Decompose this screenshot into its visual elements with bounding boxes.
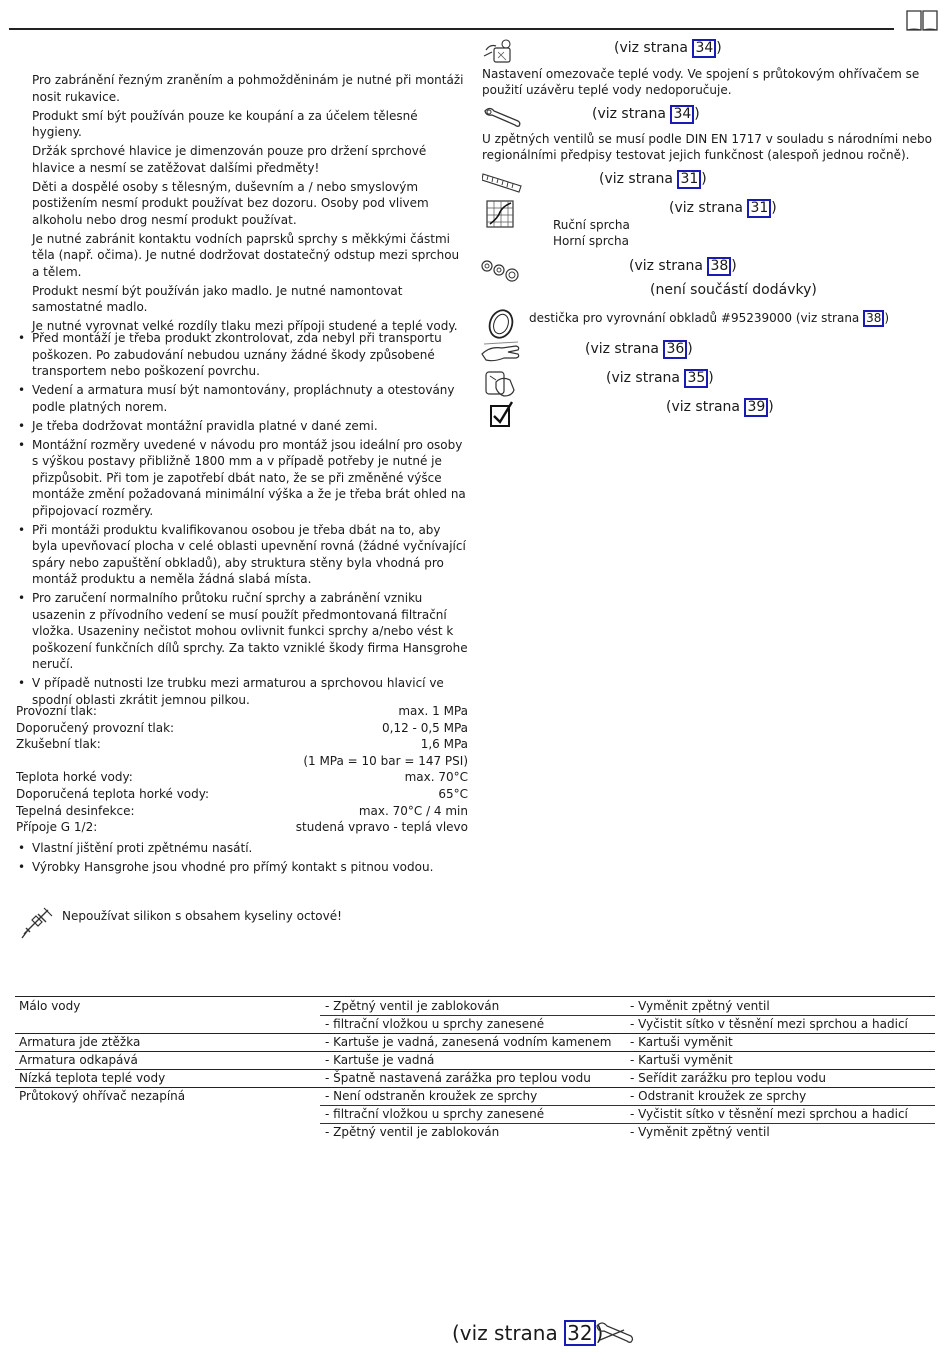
remedy-cell: - Vyměnit zpětný ventil — [630, 999, 770, 1013]
page-reference[interactable] — [669, 199, 777, 218]
book-icon — [906, 8, 938, 32]
spec-row — [16, 786, 468, 803]
spec-value: 0,12 - 0,5 MPa — [382, 720, 468, 735]
header-rule — [9, 28, 894, 30]
spec-label: Tepelná desinfekce: — [16, 803, 135, 818]
not-included-note: (není součástí dodávky) — [650, 282, 817, 298]
remedy-cell: - Odstranit kroužek ze sprchy — [630, 1089, 807, 1103]
group-divider — [15, 1033, 935, 1034]
safety-note: Děti a dospělé osoby s tělesným, duševním a / nebo smyslovým postižením nesmí produkt používat bez dozoru. Osoby pod vlivem alkoholu nebo drog nesmí produkt používat. — [32, 179, 429, 227]
ref-suffix: ) — [716, 40, 722, 56]
remedy-cell: - Vyměnit zpětný ventil — [630, 1125, 770, 1139]
table-row — [15, 1033, 935, 1051]
remedy-cell: - Kartuši vyměnit — [630, 1053, 733, 1067]
silicone-warning-text: Nepoužívat silikon s obsahem kyseliny octové! — [62, 909, 342, 923]
ref-prefix: (viz strana — [592, 106, 671, 122]
spec-value: studená vpravo - teplá vlevo — [295, 820, 468, 835]
mounting-note: • Vedení a armatura musí být namontovány, propláchnuty a otestovány podle platných norem. — [16, 382, 468, 415]
ref-prefix: (viz strana — [614, 40, 693, 56]
group-divider — [15, 1087, 935, 1088]
page-reference[interactable] — [606, 369, 714, 388]
spec-value: 65°C — [438, 786, 468, 801]
mounting-note: • Před montáží je třeba produkt zkontrolovat, zda nebyl při transportu poškozen. Po zabudování nebudou uznány žádné škody způsobené transportem nebo poškození povrchu. — [16, 330, 468, 380]
table-row — [15, 1015, 935, 1033]
safety-notes — [16, 72, 468, 337]
safety-note: Produkt nesmí být používán jako madlo. Je nutné namontovat samostatné madlo. — [32, 283, 403, 314]
spec-label: Přípoje G 1/2: — [16, 820, 98, 835]
tile-plate-icon — [486, 308, 516, 340]
row-divider — [320, 1015, 935, 1016]
page-number[interactable]: 31 — [677, 170, 701, 189]
ref-suffix: ) — [694, 106, 700, 122]
table-row — [15, 997, 935, 1015]
tile-plate-text: destička pro vyrovnání obkladů #95239000 (viz strana — [529, 311, 864, 325]
fault-cell: Armatura odkapává — [19, 1053, 138, 1067]
cause-cell: - filtrační vložkou u sprchy zanesené — [325, 1107, 545, 1121]
page-number[interactable]: 39 — [744, 398, 768, 417]
spec-row — [16, 753, 468, 770]
page-reference[interactable] — [599, 170, 707, 189]
row-divider — [320, 1105, 935, 1106]
table-row — [15, 1105, 935, 1123]
ref-prefix: (viz strana — [452, 1321, 565, 1345]
cause-cell: - Zpětný ventil je zablokován — [325, 999, 500, 1013]
spec-row — [16, 803, 468, 820]
fault-cell: Nízká teplota teplé vody — [19, 1071, 166, 1085]
page-reference[interactable] — [585, 340, 693, 359]
remedy-cell: - Vyčistit sítko v těsnění mezi sprchou a hadicí — [630, 1017, 908, 1031]
spec-note: • Vlastní jištění proti zpětnému nasátí. — [16, 840, 468, 857]
table-row — [15, 1123, 935, 1141]
cause-cell: - Špatně nastavená zarážka pro teplou vodu — [325, 1071, 591, 1085]
fault-cell: Málo vody — [19, 999, 81, 1013]
spec-row — [16, 720, 468, 737]
page-number[interactable]: 32 — [564, 1320, 595, 1346]
safety-note: Pro zabránění řezným zraněním a pohmožděninám je nutné při montáži nosit rukavice. — [32, 73, 464, 104]
row-divider — [320, 1123, 935, 1124]
remedy-cell: - Seřídit zarážku pro teplou vodu — [630, 1071, 827, 1085]
spec-value: max. 1 MPa — [398, 704, 468, 718]
technical-data — [16, 703, 468, 836]
safety-note: Je nutné zabránit kontaktu vodních paprsků sprchy s měkkými částmi těla (např. očima). Je nutné dodržovat dostatečný odstup mezi sprchou a tělem. — [32, 231, 460, 279]
spec-note: • Výrobky Hansgrohe jsou vhodné pro přímý kontakt s pitnou vodou. — [16, 859, 468, 876]
checkbox-icon — [490, 400, 514, 428]
reference-column — [480, 36, 935, 436]
mounting-note: • Je třeba dodržovat montážní pravidla platné v dané zemi. — [16, 418, 468, 435]
wrench-icon — [594, 1320, 634, 1346]
page-reference[interactable] — [529, 310, 889, 327]
page-number[interactable]: 38 — [863, 310, 884, 327]
ref-suffix: ) — [771, 200, 777, 216]
cause-cell: - Kartuše je vadná — [325, 1053, 435, 1067]
table-row — [15, 1051, 935, 1069]
page-number[interactable]: 36 — [663, 340, 687, 359]
silicone-gun-icon — [18, 904, 54, 940]
ref-prefix: (viz strana — [669, 200, 748, 216]
page-number[interactable]: 38 — [707, 257, 731, 276]
page-number[interactable]: 34 — [670, 105, 694, 124]
ref-prefix: (viz strana — [585, 341, 664, 357]
table-row — [15, 1087, 935, 1105]
ref-prefix: (viz strana — [599, 171, 678, 187]
spec-value: (1 MPa = 10 bar = 147 PSI) — [303, 753, 468, 768]
page-reference[interactable] — [592, 105, 700, 124]
temperature-limiter-icon — [482, 38, 516, 68]
mounting-note: • V případě nutnosti lze trubku mezi armaturou a sprchovou hlavicí ve spodní oblasti zkrátit jemnou pilkou. — [16, 675, 468, 708]
spec-row — [16, 703, 468, 720]
troubleshooting-table — [15, 996, 935, 1141]
spec-value: max. 70°C / 4 min — [358, 803, 468, 818]
mounting-note: • Montážní rozměry uvedené v návodu pro montáž jsou ideální pro osoby s výškou postavy přibližně 1800 mm a v případě potřeby je nutné je přizpůsobit. Při tom je zapotřebí dbát nato, že se při změněné výšce montáže změní požadovaná minimální výška a že je třeba brát ohled na připojovací rozměry. — [16, 437, 468, 520]
bottom-page-reference[interactable] — [452, 1320, 603, 1346]
dimension-diagram-icon — [486, 200, 514, 228]
page-reference[interactable] — [614, 39, 722, 58]
group-divider — [15, 1051, 935, 1052]
cause-cell: - filtrační vložkou u sprchy zanesené — [325, 1017, 545, 1031]
page-number[interactable]: 35 — [684, 369, 708, 388]
spec-label: Teplota horké vody: — [16, 770, 133, 785]
safety-note: Držák sprchové hlavice je dimenzován pouze pro držení sprchové hlavice a nesmí se zatěžovat dalšími předměty! — [32, 144, 427, 175]
table-row — [15, 1069, 935, 1087]
safety-note: Je nutné vyrovnat velké rozdíly tlaku mezi přípoji studené a teplé vody. — [32, 319, 458, 333]
spec-row — [16, 736, 468, 753]
info-text: Nastavení omezovače teplé vody. Ve spojení s průtokovým ohřívačem se použití uzávěru teplé vody nedoporučuje. — [482, 67, 920, 97]
ref-prefix: (viz strana — [606, 370, 685, 386]
spec-row — [16, 769, 468, 786]
spec-value: max. 70°C — [404, 770, 468, 785]
fault-cell: Průtokový ohřívač nezapíná — [19, 1089, 186, 1103]
operation-icon — [484, 368, 516, 398]
ref-suffix: ) — [595, 1321, 604, 1345]
spec-notes — [16, 840, 468, 878]
ref-prefix: (viz strana — [666, 399, 745, 415]
cause-cell: - Zpětný ventil je zablokován — [325, 1125, 500, 1139]
ref-suffix: ) — [708, 370, 714, 386]
info-text: U zpětných ventilů se musí podle DIN EN 1717 v souladu s národními nebo regionálními předpisy testovat jejich funkčnost (alespoň jednou ročně). — [482, 132, 932, 162]
ref-suffix: ) — [768, 399, 774, 415]
spec-row — [16, 819, 468, 836]
overhead-shower-label: Horní sprcha — [553, 234, 629, 248]
ref-suffix: ) — [884, 311, 890, 325]
ref-suffix: ) — [731, 258, 737, 274]
spec-label: Provozní tlak: — [16, 704, 97, 718]
ruler-icon — [482, 172, 522, 194]
wrench-icon — [482, 106, 522, 128]
mounting-notes — [16, 330, 468, 711]
spec-label: Doporučený provozní tlak: — [16, 720, 175, 735]
silicone-warning — [18, 904, 468, 944]
fault-cell: Armatura jde ztěžka — [19, 1035, 141, 1049]
remedy-cell: - Vyčistit sítko v těsnění mezi sprchou a hadicí — [630, 1107, 908, 1121]
spec-value: 1,6 MPa — [420, 737, 468, 752]
page-number[interactable]: 34 — [692, 39, 716, 58]
remedy-cell: - Kartuši vyměnit — [630, 1035, 733, 1049]
page-number[interactable]: 31 — [747, 199, 771, 218]
cause-cell: - Není odstraněn kroužek ze sprchy — [325, 1089, 538, 1103]
fittings-icon — [480, 258, 522, 286]
safety-note: Produkt smí být používán pouze ke koupání a za účelem tělesné hygieny. — [32, 108, 418, 139]
page-reference[interactable] — [666, 398, 774, 417]
spec-label: Doporučená teplota horké vody: — [16, 786, 210, 801]
group-divider — [15, 1069, 935, 1070]
ref-suffix: ) — [687, 341, 693, 357]
cause-cell: - Kartuše je vadná, zanesená vodním kamenem — [325, 1035, 612, 1049]
page-reference[interactable] — [629, 257, 737, 276]
ref-suffix: ) — [701, 171, 707, 187]
mounting-note: • Pro zaručení normalního průtoku ruční sprchy a zabránění vzniku usazenin z přívodního vedení se musí použít předmontovaná filtrační vložka. Usazeniny nečistot mohou ovlivnit funkci sprchy a/nebo vést k poškození funkčních dílů sprchy. Za takto vzniklé škody firma Hansgrohe neručí. — [16, 590, 468, 673]
hand-icon — [480, 338, 522, 366]
spec-label: Zkušební tlak: — [16, 737, 101, 752]
mounting-note: • Při montáži produktu kvalifikovanou osobou je třeba dbát na to, aby byla upevňovací plocha v celé oblasti upevnění rovná (žádné vyčnívající spáry nebo zapuštění obkladů), aby struktura stěny byla vhodná pro montáž produktu a neměla žádná slabá místa. — [16, 522, 468, 588]
hand-shower-label: Ruční sprcha — [553, 218, 630, 232]
ref-prefix: (viz strana — [629, 258, 708, 274]
